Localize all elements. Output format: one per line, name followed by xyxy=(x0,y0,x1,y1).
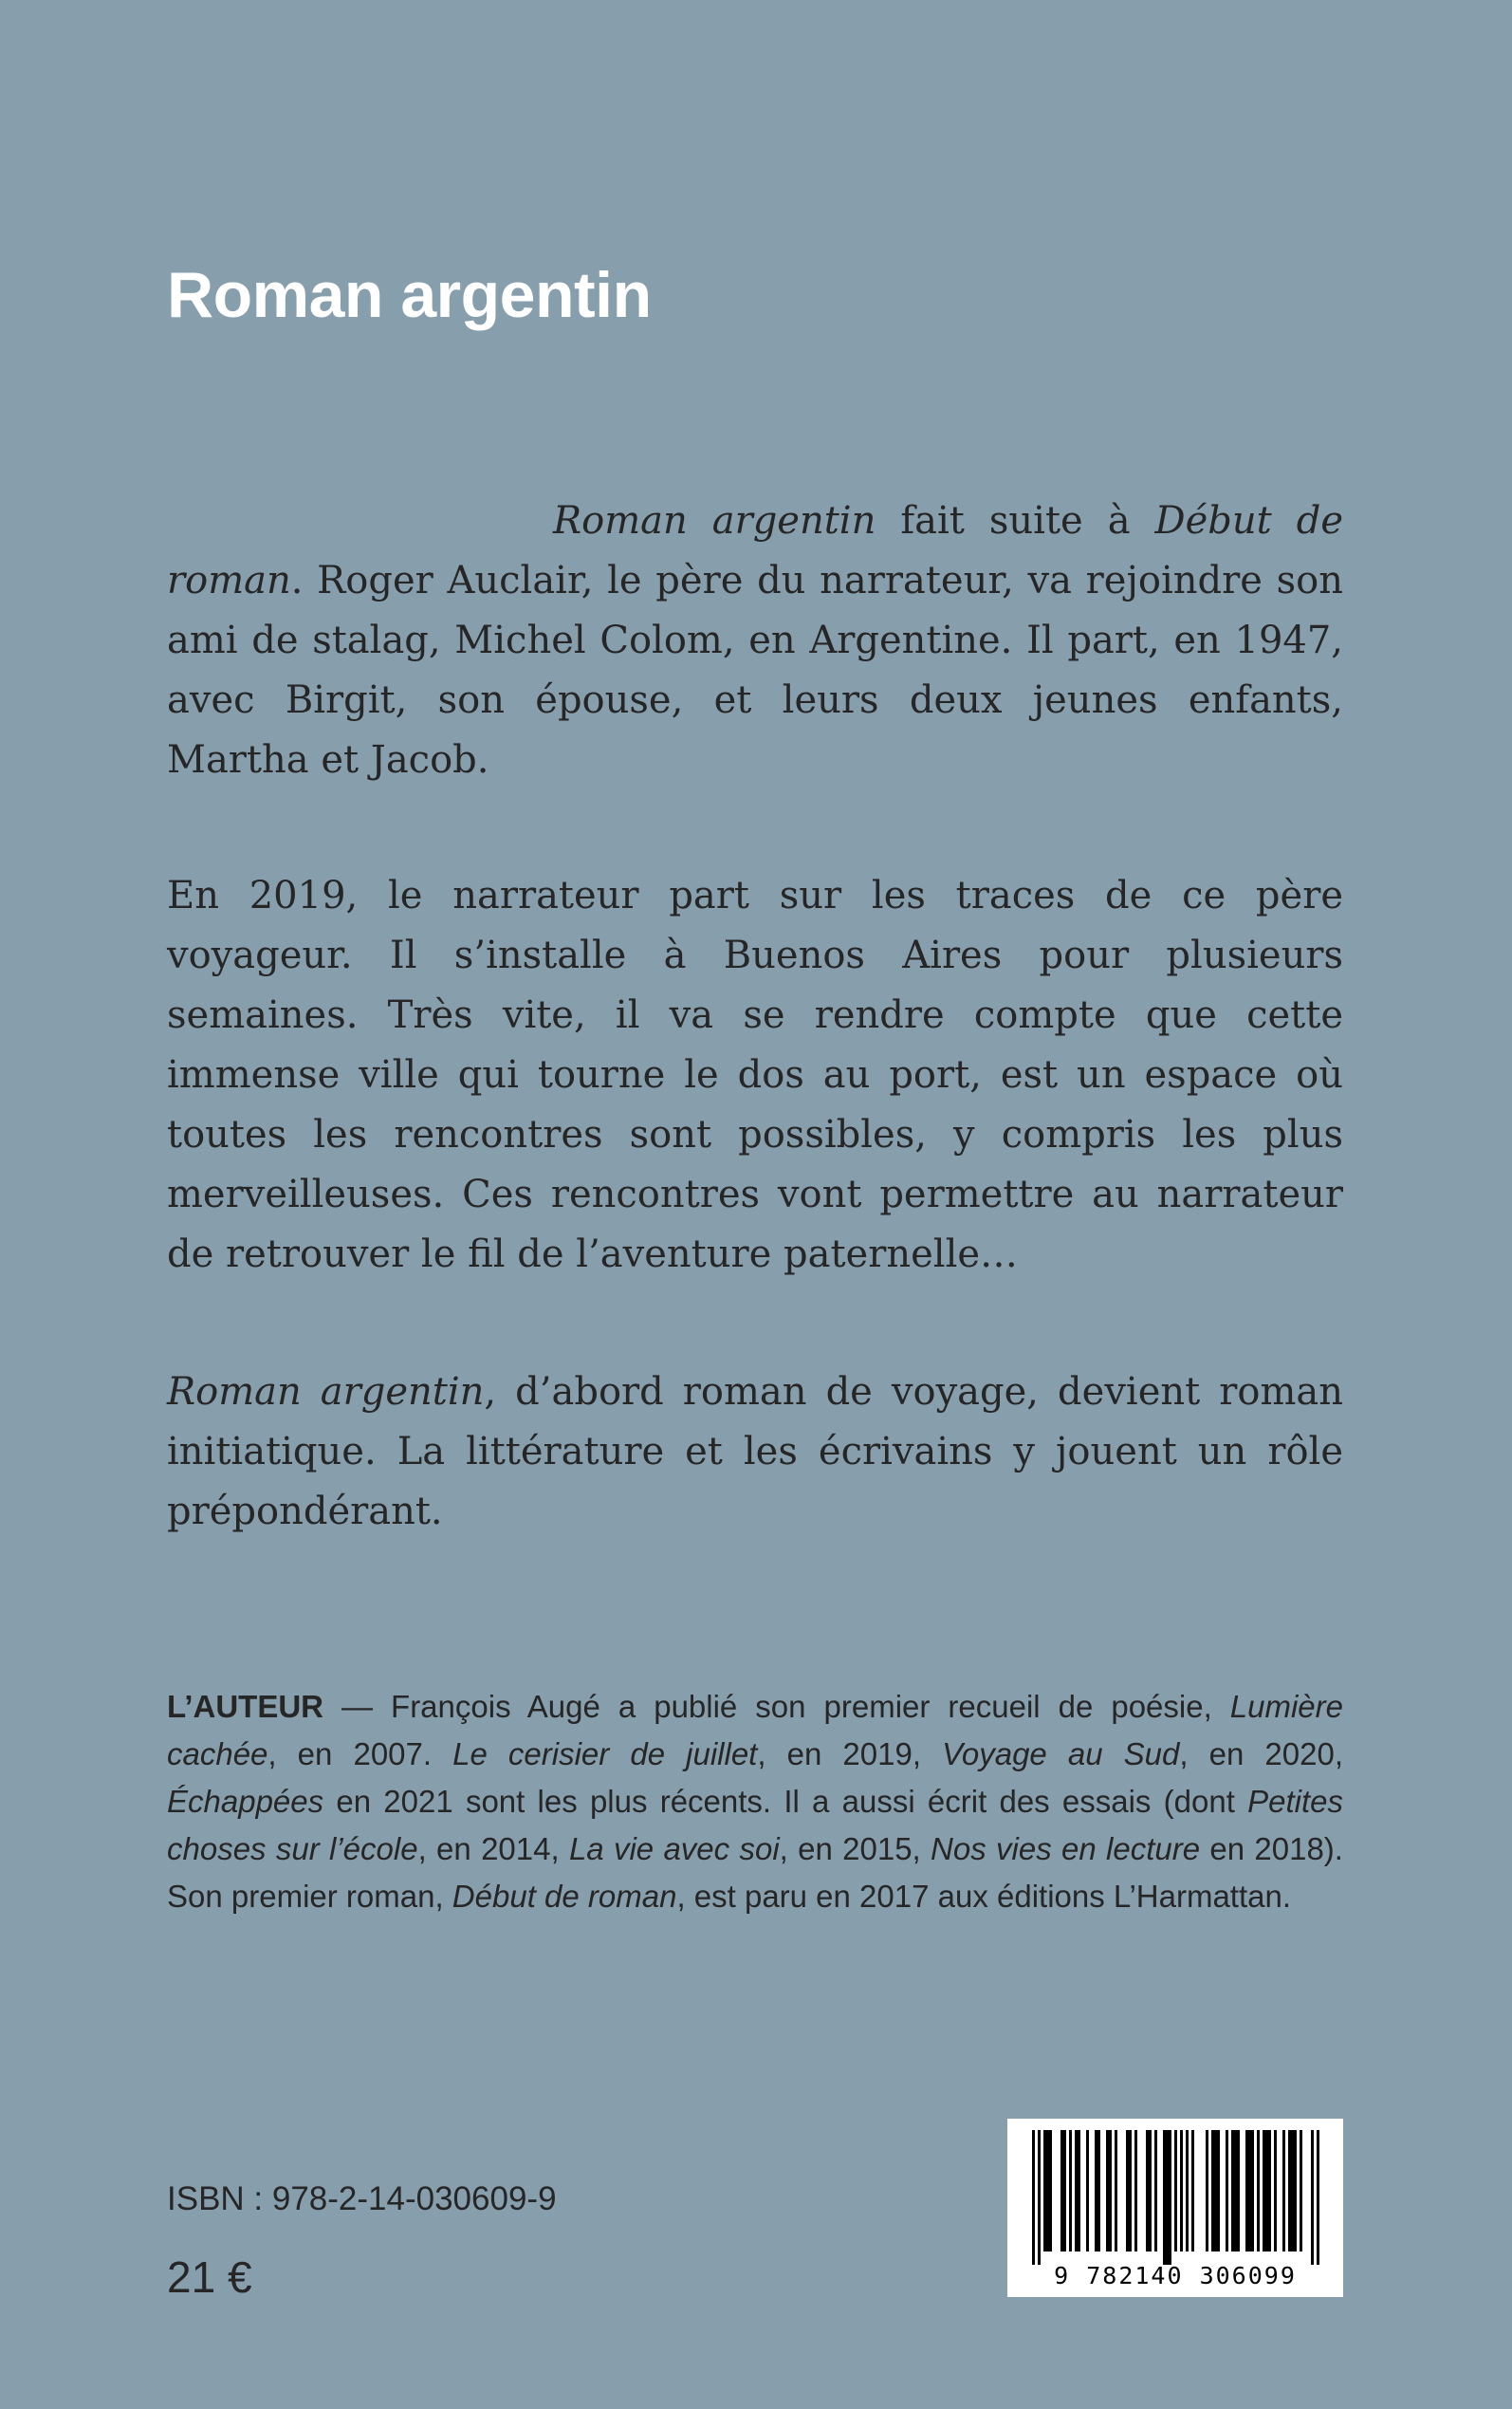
barcode-bar xyxy=(1180,2130,1183,2251)
barcode-bar xyxy=(1288,2130,1291,2251)
barcode-bar xyxy=(1086,2130,1089,2251)
barcode-bar xyxy=(1217,2130,1220,2251)
italic-title-text: Nos vies en lecture xyxy=(931,1831,1201,1866)
barcode-bar xyxy=(1231,2130,1234,2251)
text-run: , en 2007. xyxy=(267,1736,453,1771)
barcode-bar xyxy=(1282,2130,1285,2251)
barcode-bar xyxy=(1038,2130,1041,2265)
barcode-bar xyxy=(1226,2130,1228,2251)
text-run: , en 2020, xyxy=(1179,1736,1343,1771)
text-run: , en 2019, xyxy=(757,1736,943,1771)
blurb-paragraph-1 xyxy=(167,491,1343,790)
barcode-bar xyxy=(1060,2130,1063,2251)
text-run: François Augé a publié son premier recueil de poésie, xyxy=(391,1689,1230,1724)
italic-title-text: Le cerisier de juillet xyxy=(452,1736,758,1771)
barcode-bar xyxy=(1075,2130,1078,2251)
barcode-bar xyxy=(1149,2130,1152,2251)
barcode-bar xyxy=(1174,2130,1177,2251)
barcode xyxy=(1007,2119,1343,2297)
italic-title-text: Début de roman xyxy=(452,1879,677,1914)
barcode-bar xyxy=(1214,2130,1217,2251)
barcode-bar xyxy=(1237,2130,1240,2251)
barcode-bar xyxy=(1291,2130,1294,2251)
barcode-bar xyxy=(1043,2130,1046,2251)
italic-title-text: Échappées xyxy=(167,1784,324,1819)
barcode-bar xyxy=(1311,2130,1314,2265)
barcode-bar xyxy=(1046,2130,1049,2251)
text-run: , est paru en 2017 aux éditions L’Harmattan. xyxy=(676,1879,1292,1914)
text-run: en 2021 sont les plus récents. Il a aussi écrit des essais (dont xyxy=(323,1784,1248,1819)
barcode-bar xyxy=(1169,2130,1171,2265)
barcode-bar xyxy=(1191,2130,1194,2251)
barcode-bar xyxy=(1166,2130,1169,2265)
barcode-bar xyxy=(1251,2130,1254,2251)
text-run: , en 2015, xyxy=(779,1831,931,1866)
barcode-bar xyxy=(1248,2130,1251,2251)
italic-title-text: Début de roman xyxy=(167,499,1343,602)
barcode-bar xyxy=(1146,2130,1149,2251)
price: 21 € xyxy=(167,2252,252,2302)
barcode-bar xyxy=(1211,2130,1214,2251)
barcode-bar xyxy=(1265,2130,1268,2251)
barcode-bar xyxy=(1106,2130,1109,2251)
italic-title-text: Roman argentin xyxy=(553,499,876,543)
text-run: , en 2014, xyxy=(417,1831,569,1866)
text-run: en 2018). Son premier roman, xyxy=(167,1831,1343,1914)
blurb-paragraph-2 xyxy=(167,866,1343,1285)
barcode-bar xyxy=(1163,2130,1166,2265)
barcode-bar xyxy=(1300,2130,1302,2251)
barcode-bar xyxy=(1294,2130,1297,2251)
isbn: ISBN : 978-2-14-030609-9 xyxy=(167,2180,557,2217)
author-dash: — xyxy=(323,1689,392,1724)
barcode-bar xyxy=(1049,2130,1052,2251)
barcode-bar xyxy=(1129,2130,1132,2251)
text-run: fait suite à xyxy=(876,499,1155,543)
barcode-bar xyxy=(1097,2130,1100,2251)
barcode-bar xyxy=(1154,2130,1157,2251)
barcode-bar xyxy=(1206,2130,1208,2251)
text-run: , d’abord roman de voyage, devient roman initiatique. La littérature et les écrivains y jouent un rôle prépondérant. xyxy=(167,1370,1344,1533)
barcode-bar xyxy=(1078,2130,1080,2251)
barcode-bar xyxy=(1126,2130,1129,2251)
barcode-bar xyxy=(1186,2130,1189,2251)
text-run: . Roger Auclair, le père du narrateur, va rejoindre son ami de stalag, Michel Colom, en Argentine. Il part, en 1947, avec Birgit, son épouse, et leurs deux jeunes enfants, Martha et Jacob. xyxy=(167,559,1343,782)
author-label: L’AUTEUR xyxy=(167,1689,323,1724)
barcode-bar xyxy=(1115,2130,1117,2251)
italic-title-text: Petites choses sur l’école xyxy=(167,1784,1343,1866)
italic-title-text: Roman argentin xyxy=(167,1370,485,1414)
barcode-bar xyxy=(1234,2130,1237,2251)
barcode-bar xyxy=(1069,2130,1072,2251)
blurb-paragraph-3 xyxy=(167,1362,1343,1542)
barcode-digits: 9 782140 306099 xyxy=(1054,2262,1297,2289)
author-bio xyxy=(167,1683,1343,1920)
italic-title-text: Voyage au Sud xyxy=(942,1736,1180,1771)
barcode-bar xyxy=(1257,2130,1260,2251)
barcode-bar xyxy=(1063,2130,1066,2251)
barcode-bar xyxy=(1245,2130,1248,2251)
text-run: En 2019, le narrateur part sur les traces de ce père voyageur. Il s’installe à Buenos Aires pour plusieurs semaines. Très vite, il va se rendre compte que cette immense ville qui tourne le dos au port, est un espace où toutes les rencontres sont possibles, y compris les plus merveilleuses. Ces rencontres vont permettre au narrateur de retrouver le fil de l’aventure paternelle… xyxy=(167,874,1343,1276)
barcode-bar xyxy=(1268,2130,1271,2251)
barcode-bar xyxy=(1263,2130,1265,2251)
barcode-bar xyxy=(1095,2130,1097,2251)
barcode-bar xyxy=(1317,2130,1319,2265)
barcode-bar xyxy=(1134,2130,1137,2251)
barcode-bar xyxy=(1032,2130,1035,2265)
italic-title-text: Lumière cachée xyxy=(167,1689,1343,1771)
barcode-bar xyxy=(1274,2130,1277,2251)
book-title: Roman argentin xyxy=(167,259,652,331)
italic-title-text: La vie avec soi xyxy=(568,1831,780,1866)
barcode-bar xyxy=(1109,2130,1112,2251)
